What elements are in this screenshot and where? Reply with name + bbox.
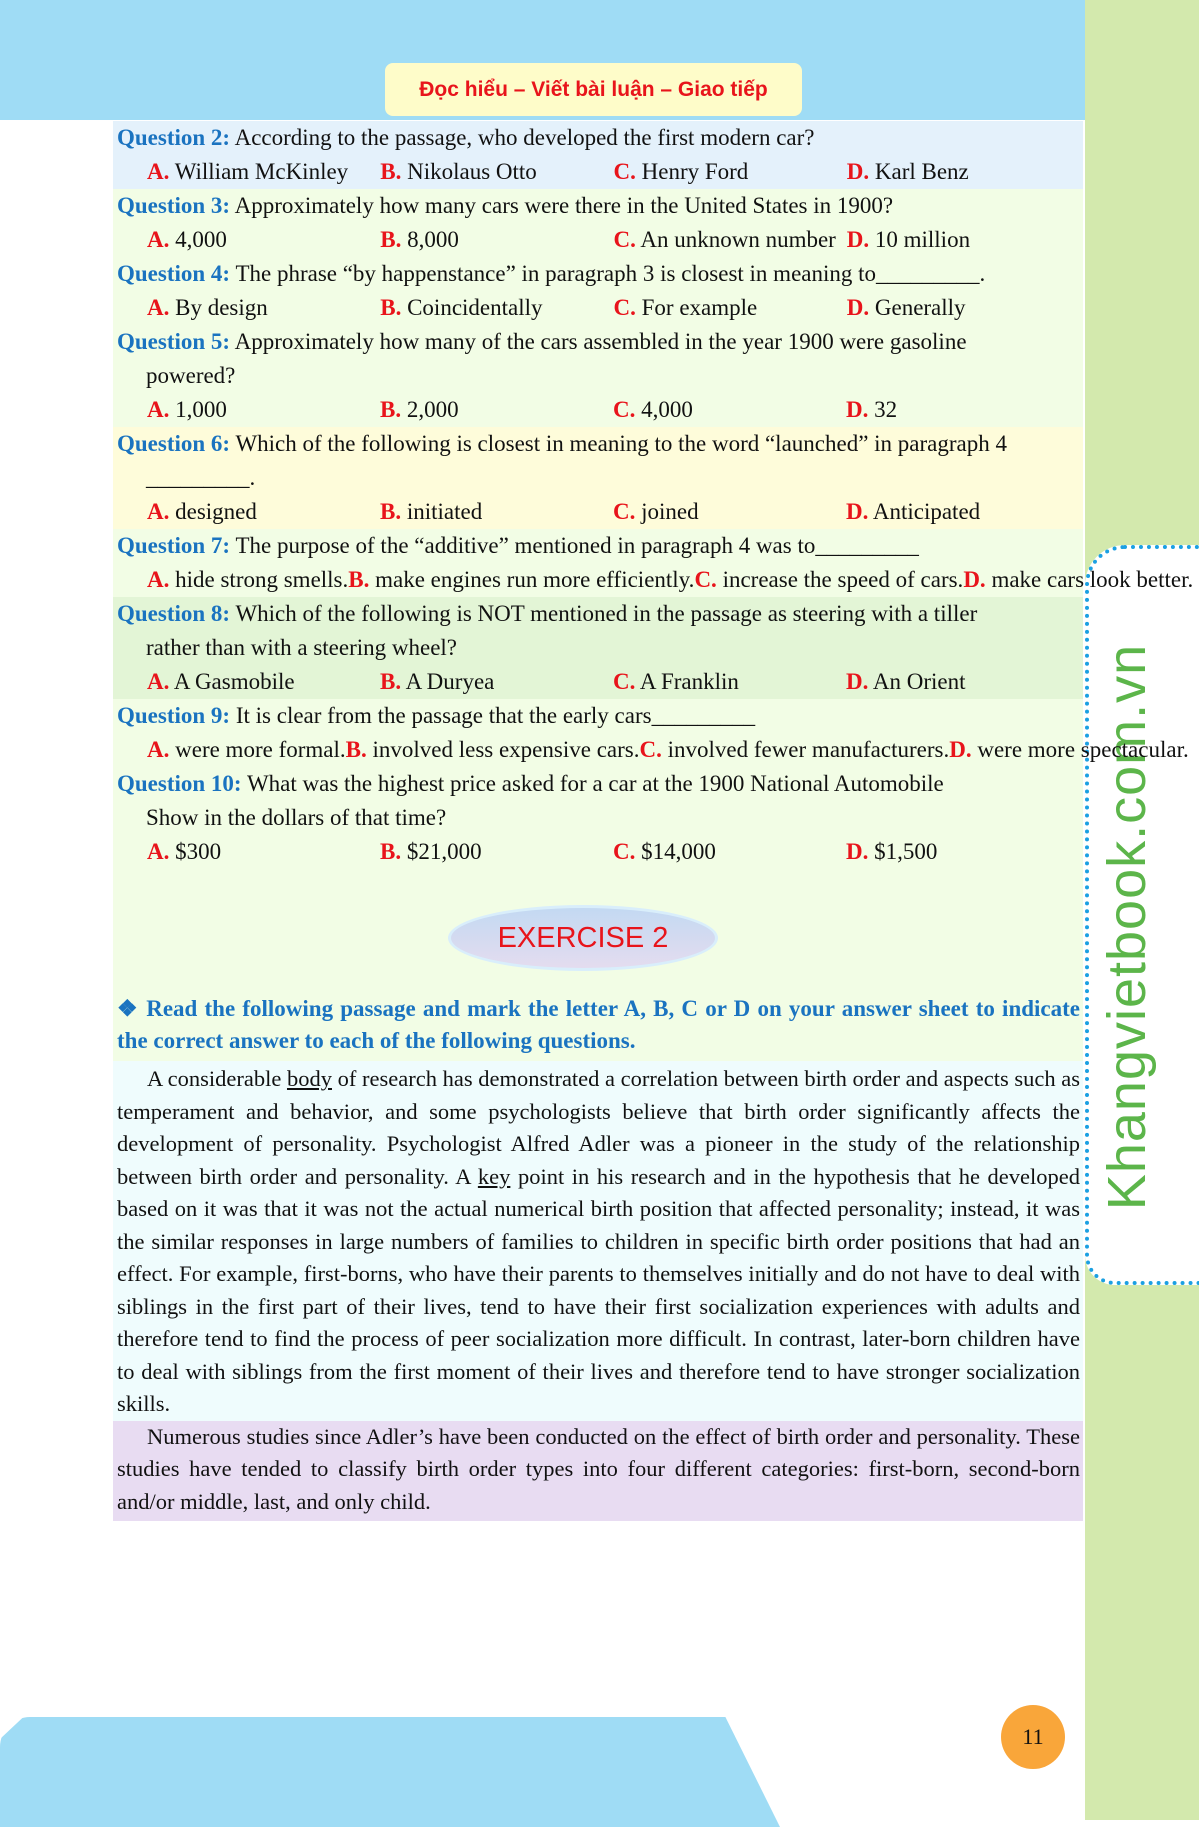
option-letter: B. xyxy=(348,567,370,592)
answer-option[interactable] xyxy=(380,835,613,869)
question-text-continued: rather than with a steering wheel? xyxy=(146,635,458,660)
answer-option[interactable] xyxy=(614,223,847,257)
question-list xyxy=(113,121,1194,869)
answer-option[interactable] xyxy=(613,835,846,869)
option-text: By design xyxy=(175,295,268,320)
option-letter: A. xyxy=(147,397,170,422)
question-stem xyxy=(117,325,1080,359)
question-block xyxy=(113,257,1083,325)
question-block xyxy=(113,325,1083,427)
option-letter: C. xyxy=(613,295,636,320)
option-letter: D. xyxy=(846,669,869,694)
answer-option[interactable] xyxy=(380,223,613,257)
option-letter: D. xyxy=(846,397,869,422)
option-text: 10 million xyxy=(874,227,971,252)
question-text: Which of the following is closest in meaning to the word “launched” in paragraph 4 xyxy=(235,431,1007,456)
option-text: For example xyxy=(641,295,758,320)
answer-option[interactable] xyxy=(348,563,694,597)
answer-options xyxy=(117,563,1194,597)
option-text: 32 xyxy=(874,397,898,422)
question-block xyxy=(113,529,1194,597)
answer-option[interactable] xyxy=(380,665,613,699)
question-number: Question 3: xyxy=(117,193,231,218)
answer-options xyxy=(117,665,1080,699)
option-letter: A. xyxy=(147,669,170,694)
option-letter: A. xyxy=(147,737,170,762)
question-text-continued: powered? xyxy=(146,363,236,388)
option-text: involved less expensive cars. xyxy=(372,737,640,762)
option-text: Generally xyxy=(874,295,966,320)
answer-options xyxy=(117,291,1080,325)
question-number: Question 9: xyxy=(117,703,231,728)
option-letter: A. xyxy=(147,499,170,524)
option-letter: C. xyxy=(613,397,636,422)
option-text: Nikolaus Otto xyxy=(407,159,537,184)
question-stem xyxy=(117,257,1080,291)
option-text: joined xyxy=(641,499,699,524)
option-letter: D. xyxy=(846,227,870,252)
answer-options xyxy=(117,393,1080,427)
section-title: Đọc hiểu – Viết bài luận – Giao tiếp xyxy=(385,63,802,116)
question-block xyxy=(113,767,1083,869)
page-number: 11 xyxy=(1001,1705,1065,1769)
answer-option[interactable] xyxy=(949,733,1188,767)
question-block xyxy=(113,597,1083,699)
answer-options xyxy=(117,155,1080,189)
question-text: The phrase “by happenstance” in paragraph 3 is closest in meaning to_________. xyxy=(235,261,986,286)
option-letter: B. xyxy=(380,397,402,422)
exercise-instruction: ❖ Read the following passage and mark the letter A, B, C or D on your answer sheet to indicate the correct answer to each of the following questions. xyxy=(117,996,1080,1053)
option-text: 1,000 xyxy=(175,397,227,422)
option-text: involved fewer manufacturers. xyxy=(667,737,950,762)
answer-option[interactable] xyxy=(147,223,380,257)
option-letter: D. xyxy=(846,159,870,184)
question-stem xyxy=(117,597,1080,631)
question-number: Question 6: xyxy=(117,431,231,456)
passage-paragraph-2 xyxy=(113,1421,1083,1522)
answer-option[interactable] xyxy=(346,733,640,767)
option-letter: C. xyxy=(613,499,636,524)
question-number: Question 7: xyxy=(117,533,231,558)
option-text: initiated xyxy=(406,499,483,524)
question-text-continued: _________. xyxy=(146,465,256,490)
answer-option[interactable] xyxy=(147,291,380,325)
answer-option[interactable] xyxy=(613,495,846,529)
answer-option[interactable] xyxy=(147,155,380,189)
answer-option[interactable] xyxy=(147,835,380,869)
question-number: Question 8: xyxy=(117,601,231,626)
answer-option[interactable] xyxy=(380,495,613,529)
option-text: An unknown number xyxy=(640,227,836,252)
question-stem xyxy=(117,767,1080,801)
question-number: Question 4: xyxy=(117,261,231,286)
exercise-header xyxy=(113,869,1083,1061)
brand-logo-text: Khangvietbook.com.vn xyxy=(1097,643,1157,1211)
option-text: Anticipated xyxy=(872,499,981,524)
option-text: make engines run more efficiently. xyxy=(375,567,695,592)
question-text: Approximately how many cars were there in the United States in 1900? xyxy=(234,193,894,218)
option-letter: B. xyxy=(380,669,402,694)
underlined-word: key xyxy=(477,1163,511,1189)
answer-option[interactable] xyxy=(694,563,963,597)
option-letter: C. xyxy=(639,737,662,762)
option-text: A Gasmobile xyxy=(173,669,295,694)
option-letter: B. xyxy=(380,295,402,320)
option-text: William McKinley xyxy=(174,159,349,184)
answer-option[interactable] xyxy=(380,291,613,325)
option-letter: D. xyxy=(949,737,972,762)
question-stem xyxy=(117,529,1080,563)
option-text: $14,000 xyxy=(641,839,716,864)
exercise-badge: EXERCISE 2 xyxy=(448,905,718,971)
option-text: An Orient xyxy=(872,669,966,694)
text: A considerable xyxy=(147,1066,287,1091)
question-number: Question 5: xyxy=(117,329,231,354)
question-text: Approximately how many of the cars assembled in the year 1900 were gasoline xyxy=(234,329,967,354)
option-letter: A. xyxy=(147,567,170,592)
option-letter: C. xyxy=(694,567,717,592)
question-block xyxy=(113,427,1083,529)
answer-option[interactable] xyxy=(614,291,847,325)
option-letter: D. xyxy=(846,499,869,524)
option-letter: C. xyxy=(613,669,636,694)
option-text: A Duryea xyxy=(405,669,495,694)
option-letter: B. xyxy=(345,737,367,762)
option-text: A Franklin xyxy=(639,669,739,694)
question-text: It is clear from the passage that the early cars_________ xyxy=(235,703,756,728)
option-text: 4,000 xyxy=(175,227,227,252)
answer-options xyxy=(117,835,1080,869)
answer-option[interactable] xyxy=(380,155,613,189)
question-number: Question 10: xyxy=(117,771,242,796)
text: point in his research and in the hypothesis that he developed based on it was that it was not the actual numerical birth position that affected personality; instead, it was the similar responses in large numbers of families to children in specific birth order positions that had an effect. For example, first-borns, who have their parents to themselves initially and do not have to deal with siblings in the first part of their lives, tend to have their first socialization experiences with adults and therefore tend to find the process of peer socialization more difficult. In contrast, later-born children have to deal with siblings from the first moment of their lives and therefore tend to have stronger socialization skills. xyxy=(117,1163,1080,1416)
option-letter: D. xyxy=(846,295,870,320)
passage-paragraph-1 xyxy=(113,1061,1083,1421)
option-text: increase the speed of cars. xyxy=(722,567,964,592)
option-letter: A. xyxy=(147,159,170,184)
answer-option[interactable] xyxy=(147,665,380,699)
answer-option[interactable] xyxy=(847,155,1080,189)
answer-option[interactable] xyxy=(614,155,847,189)
option-text: designed xyxy=(175,499,257,524)
answer-option[interactable] xyxy=(147,563,348,597)
option-letter: B. xyxy=(380,159,402,184)
option-text: were more formal. xyxy=(175,737,346,762)
option-letter: B. xyxy=(380,227,402,252)
answer-option[interactable] xyxy=(847,291,1080,325)
option-text: Henry Ford xyxy=(641,159,749,184)
text: of research has demonstrated a correlation between birth order and aspects such as temperament and behavior, and some psychologists believe that birth order significantly affects the development of personality. Psychologist Alfred Adler was a pioneer in the study of the relationship between birth order and personality. A xyxy=(117,1066,1080,1189)
option-letter: B. xyxy=(380,499,402,524)
question-text-continued: Show in the dollars of that time? xyxy=(146,805,447,830)
question-block xyxy=(113,699,1189,767)
question-stem xyxy=(117,121,1080,155)
question-stem xyxy=(117,189,1080,223)
option-text: 8,000 xyxy=(407,227,459,252)
text: Numerous studies since Adler’s have been conducted on the effect of birth order and personality. These studies have tended to classify birth order types into four different categories: first-born, second-born and/or middle, last, and only child. xyxy=(117,1423,1080,1514)
question-stem xyxy=(117,427,1080,461)
option-letter: C. xyxy=(613,227,636,252)
question-text: What was the highest price asked for a car at the 1900 National Automobile xyxy=(246,771,944,796)
option-letter: C. xyxy=(613,159,636,184)
question-block xyxy=(113,121,1083,189)
option-letter: B. xyxy=(380,839,402,864)
question-stem xyxy=(117,699,1080,733)
answer-option[interactable] xyxy=(963,563,1193,597)
option-letter: C. xyxy=(613,839,636,864)
answer-option[interactable] xyxy=(613,393,846,427)
footer-band xyxy=(0,1717,780,1827)
option-text: Karl Benz xyxy=(874,159,969,184)
option-text: Coincidentally xyxy=(407,295,543,320)
question-block xyxy=(113,189,1083,257)
underlined-word: body xyxy=(286,1066,332,1091)
option-text: $1,500 xyxy=(874,839,938,864)
option-text: were more spectacular. xyxy=(977,737,1189,762)
answer-option[interactable] xyxy=(846,495,1079,529)
question-text: According to the passage, who developed the first modern car? xyxy=(234,125,815,150)
option-text: 2,000 xyxy=(406,397,459,422)
option-letter: D. xyxy=(963,567,986,592)
option-text: $21,000 xyxy=(406,839,482,864)
answer-option[interactable] xyxy=(380,393,613,427)
question-number: Question 2: xyxy=(117,125,231,150)
option-letter: A. xyxy=(147,227,170,252)
option-text: make cars look better. xyxy=(991,567,1194,592)
answer-option[interactable] xyxy=(846,665,1079,699)
answer-option[interactable] xyxy=(846,835,1079,869)
answer-option[interactable] xyxy=(847,223,1080,257)
answer-option[interactable] xyxy=(147,733,346,767)
answer-option[interactable] xyxy=(613,665,846,699)
option-letter: A. xyxy=(147,295,170,320)
option-text: $300 xyxy=(175,839,222,864)
option-text: 4,000 xyxy=(641,397,693,422)
answer-options xyxy=(117,223,1080,257)
question-text: Which of the following is NOT mentioned in the passage as steering with a tiller xyxy=(235,601,978,626)
answer-option[interactable] xyxy=(147,495,380,529)
answer-options xyxy=(117,495,1080,529)
answer-option[interactable] xyxy=(639,733,949,767)
option-text: hide strong smells. xyxy=(175,567,349,592)
answer-options xyxy=(117,733,1189,767)
option-letter: A. xyxy=(147,839,170,864)
answer-option[interactable] xyxy=(846,393,1079,427)
answer-option[interactable] xyxy=(147,393,380,427)
option-letter: D. xyxy=(846,839,869,864)
question-text: The purpose of the “additive” mentioned in paragraph 4 was to_________ xyxy=(235,533,919,558)
